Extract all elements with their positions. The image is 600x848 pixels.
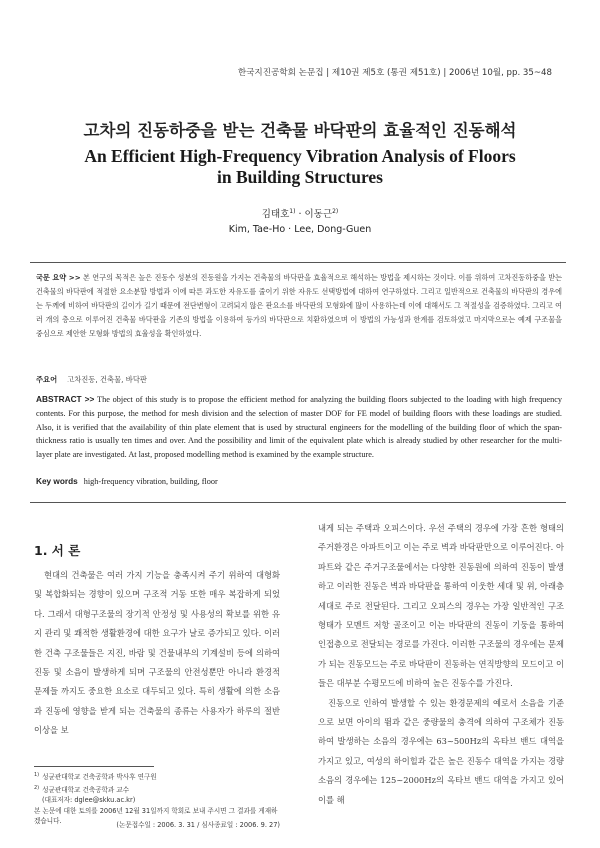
discussion-notice: 본 논문에 대한 토의를 2006년 12월 31일까지 학회로 보내 주시면 그 결과를 게재하겠습니다. <box>34 806 278 826</box>
section-heading: 1. 서 론 <box>34 543 81 558</box>
keywords-korean <box>36 375 147 385</box>
body-paragraph: 내게 되는 주택과 오피스이다. 우선 주택의 경우에 가장 흔한 형태의 주거환경은 아파트이고 이는 주로 벽과 바닥판만으로 이루어진다. 아파트와 같은 주거구조물에서는 다양한 진동원에 의하여 진동이 발생하고 이러한 진동은 벽과 바닥판을 통하여 이웃한 세대 및 위, 아래층 세대로 주로 전달된다. 그리고 오피스의 경우는 가장 일반적인 구조형태가 모멘트 저항 골조이고 이는 바닥판의 진동이 기둥을 통하여 인접층으로 전달되는 경로를 가진다. 이러한 구조물의 경우에는 문제가 되는 진동모드는 주로 바닥판이 진동하는 연직방향의 모드이고 이들은 대부분 수평모드에 비하여 높은 진동수를 가진다. <box>318 523 564 689</box>
body-paragraph: 진동으로 인하여 발생할 수 있는 환경문제의 예로서 소음을 기준으로 보면 아이의 뜀과 같은 중량물의 충격에 의하여 구조체가 진동하여 발생하는 소음의 경우에는 63~500Hz의 옥타브 밴드 대역을 가지고 있고, 여성의 하이힐과 같은 높은 진동수 대역을 가지는 경량소음의 경우에는 125~2000Hz의 옥타브 밴드 대역을 가지고 있어 이를 해 <box>318 697 564 805</box>
body-paragraph: 현대의 건축물은 여러 가지 기능을 충족시켜 주기 위하여 대형화 및 복합화되는 경향이 있으며 구조적 거동 또한 매우 복잡하게 되었다. 그래서 대형구조물의 장기적 안정성 및 사용성의 확보를 위한 유지 관리 및 쾌적한 생활환경에 대한 요구가 날로 증가되고 있다. 이러한 건축 구조물들은 지진, 바람 및 건물내부의 기계설비 등에 의하여 진동 및 소음이 발생하게 되며 구조물의 안전성뿐만 아니라 환경적 문제들 까지도 중요한 요소로 대두되고 있다. 특히 생활에 의한 소음과 진동에 영향을 받게 되는 건축물의 종류는 사용자가 하루의 절반이상을 보 <box>34 570 280 736</box>
keywords-korean-text: 고차진동, 건축물, 바닥판 <box>67 375 147 384</box>
footnote-1-text: 성균관대학교 건축공학과 박사후 연구원 <box>42 773 157 781</box>
body-column-right <box>318 519 564 810</box>
author2-mark: 2) <box>332 208 339 215</box>
paper-title-korean: 고차의 진동하중을 받는 건축물 바닥판의 효율적인 진동해석 <box>83 121 517 140</box>
footnote-2-mark: 2) <box>34 784 40 791</box>
paper-title-english-line2: in Building Structures <box>217 166 383 187</box>
keywords-english <box>36 477 218 486</box>
footnote-2-text: 성균관대학교 건축공학과 교수 <box>42 785 130 794</box>
author-separator: · <box>295 209 305 220</box>
paper-title-english-line1: An Efficient High-Frequency Vibration Analysis of Floors <box>84 146 516 166</box>
abstract-bottom-rule <box>30 502 566 503</box>
author1-name: 김태호 <box>261 209 290 220</box>
footnote-1 <box>34 770 280 783</box>
author1-mark: 1) <box>289 208 296 215</box>
abstract-top-rule <box>30 262 566 263</box>
keywords-korean-label: 주요어 <box>36 375 58 384</box>
abstract-english-text: The object of this study is to propose the efficient method for analyzing the building floors subjected to the loading with high frequency contents. For this purpose, the method for mesh division and the selection of master DOF for FE model of building floors with these loadings are studied. Also, it is verified that the availability of thin plate element that is used by structural engineers for the modelling of the building floor of which the span-thickness ratio is usually ten times and over. And the possibility and limit of the equivalent plate which is already studied by other researcher for the multi-layer plate are investigated. At last, proposed modelling method is examined by the example structure. <box>36 395 562 460</box>
footnote-rule <box>34 766 154 767</box>
authors-korean <box>0 206 600 220</box>
abstract-english-label: ABSTRACT >> <box>36 394 95 404</box>
abstract-english <box>36 393 562 462</box>
abstract-korean-label: 국문 요약 >> <box>36 273 81 282</box>
footnote-1-mark: 1) <box>34 772 40 778</box>
author2-name: 이동근 <box>304 209 333 220</box>
paper-title-english <box>0 146 600 187</box>
keywords-english-label: Key words <box>36 477 78 486</box>
corresponding-author: (대표저자: dglee@skku.ac.kr) <box>42 796 136 805</box>
body-column-left <box>34 566 280 741</box>
keywords-english-text: high-frequency vibration, building, floor <box>83 477 218 486</box>
footnote-2 <box>34 783 280 796</box>
authors-english: Kim, Tae-Ho · Lee, Dong-Guen <box>228 224 372 235</box>
abstract-korean-text: 본 연구의 목적은 높은 진동수 성분의 진동원을 가지는 건축물의 바닥판을 효율적으로 해석하는 방법을 제시하는 것이다. 이를 위하여 고차진동하중을 받는 건축물의 바닥판에 적절한 요소분할 방법과 이에 따른 과도한 자유도를 줄이기 위한 자유도 선택방법에 대하여 연구하였다. 그리고 일반적으로 건축물의 바닥판의 경우에는 두께에 비하여 바닥판의 길이가 길기 때문에 전단변형이 고려되지 않은 판요소를 바닥판의 모형화에 많이 사용하는데 이에 대해서도 그 적절성을 검증하였다. 그리고 여러 개의 층으로 이루어진 건축물 바닥판을 기존의 방법을 이용하여 등가의 바닥판으로 치환하였으며 이 방법의 가능성과 한계를 검토하였고 마지막으로는 예제 구조물을 중심으로 제안한 모형화 방법의 효율성을 확인하였다. <box>36 273 563 338</box>
abstract-korean <box>36 271 562 341</box>
submission-dates: (논문접수일 : 2006. 3. 31 / 심사종료일 : 2006. 9. 27) <box>116 821 280 829</box>
journal-header: 한국지진공학회 논문집 | 제10권 제5호 (통권 제51호) | 2006년 10월, pp. 35~48 <box>237 68 552 78</box>
